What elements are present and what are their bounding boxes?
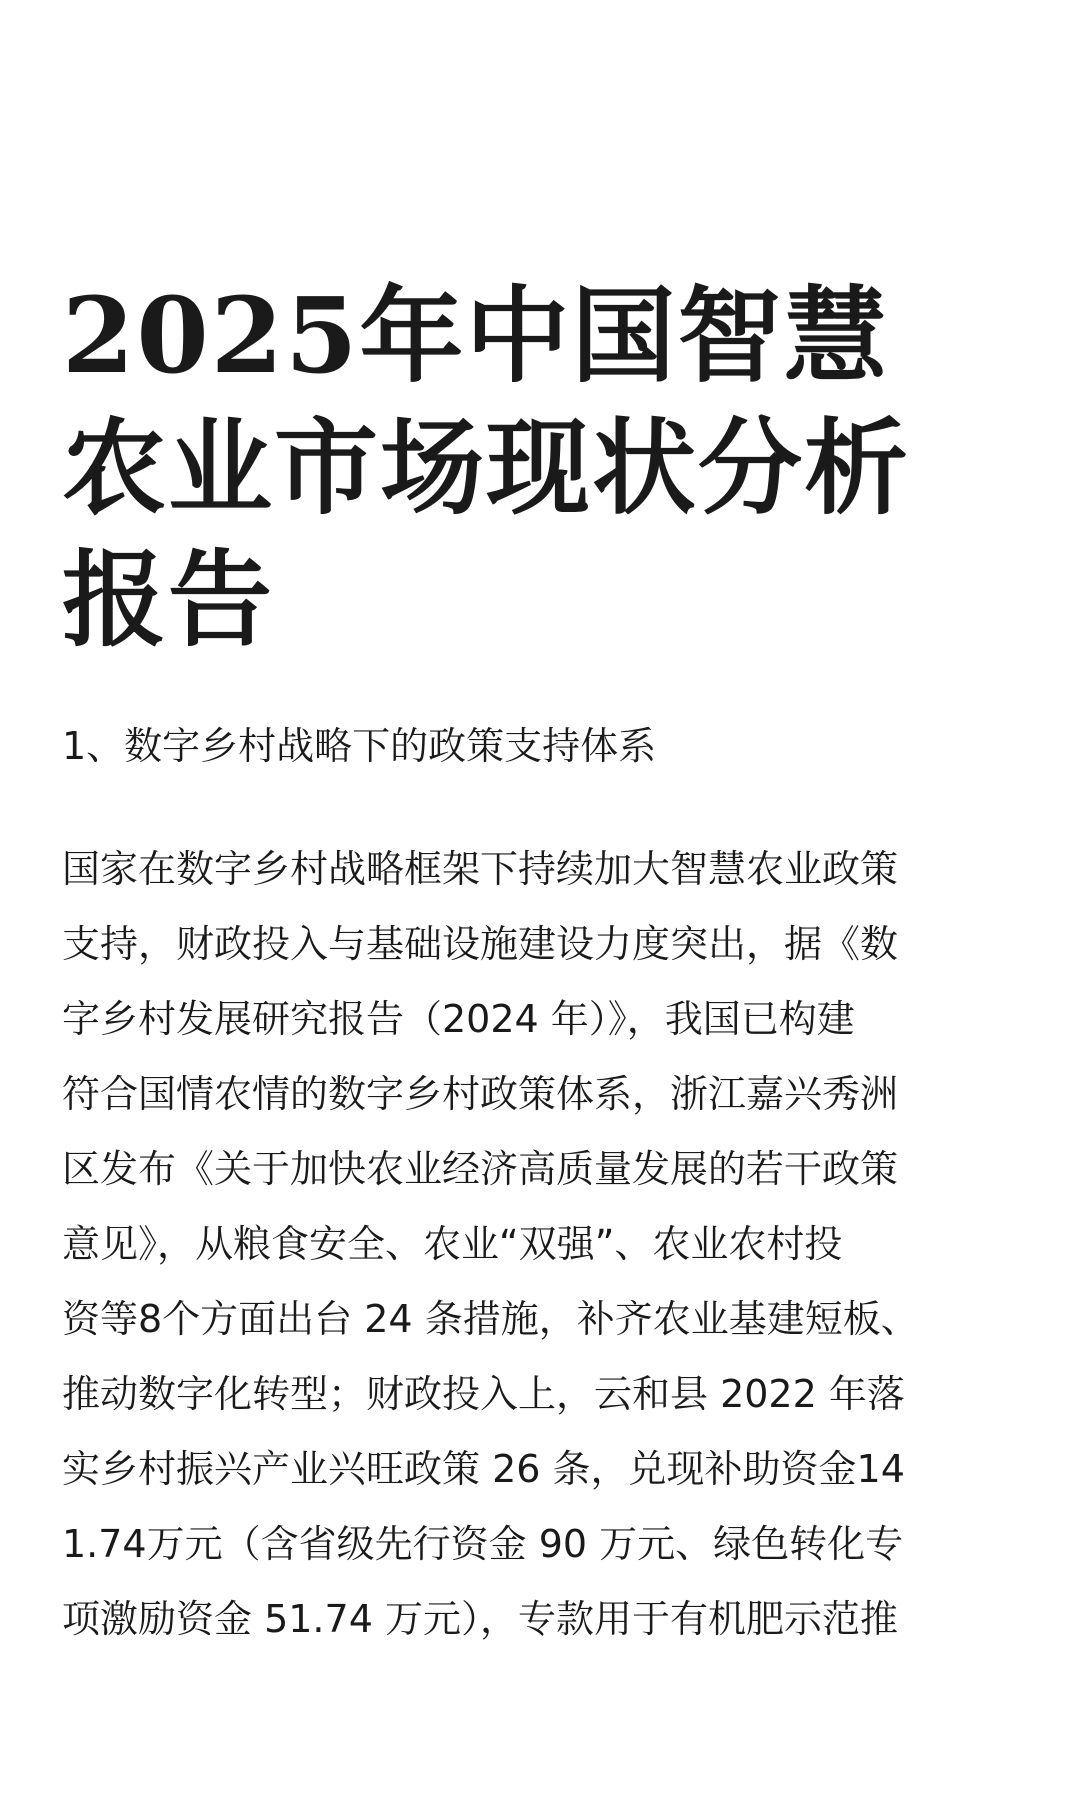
paragraph-line: 意见》，从粮食安全、农业“双强”、农业农村投 (62, 1222, 843, 1266)
report-title-line: 农业市场现状分析 (62, 406, 911, 529)
report-title-line: 报告 (62, 538, 275, 661)
paragraph-line: 推动数字化转型；财政投入上，云和县 2022 年落 (62, 1372, 905, 1416)
paragraph-line: 字乡村发展研究报告（2024 年）》，我国已构建 (62, 997, 855, 1041)
paragraph-line: 支持，财政投入与基础设施建设力度突出，据《数 (62, 922, 899, 966)
report-title-line: 2025年中国智慧 (62, 274, 890, 397)
section-heading: 1、数字乡村战略下的政策支持体系 (62, 724, 657, 768)
paragraph-line: 区发布《关于加快农业经济高质量发展的若干政策 (62, 1147, 899, 1191)
paragraph-line: 实乡村振兴产业兴旺政策 26 条，兑现补助资金14 (62, 1447, 905, 1491)
paragraph-line: 国家在数字乡村战略框架下持续加大智慧农业政策 (62, 847, 899, 891)
paragraph-line: 项激励资金 51.74 万元），专款用于有机肥示范推 (62, 1597, 898, 1641)
report-title (62, 270, 962, 666)
body-paragraph (62, 832, 1032, 1657)
paragraph-line: 1.74万元（含省级先行资金 90 万元、绿色转化专 (62, 1522, 904, 1566)
paragraph-line: 符合国情农情的数字乡村政策体系，浙江嘉兴秀洲 (62, 1072, 899, 1116)
paragraph-line: 资等8个方面出台 24 条措施，补齐农业基建短板、 (62, 1297, 919, 1341)
